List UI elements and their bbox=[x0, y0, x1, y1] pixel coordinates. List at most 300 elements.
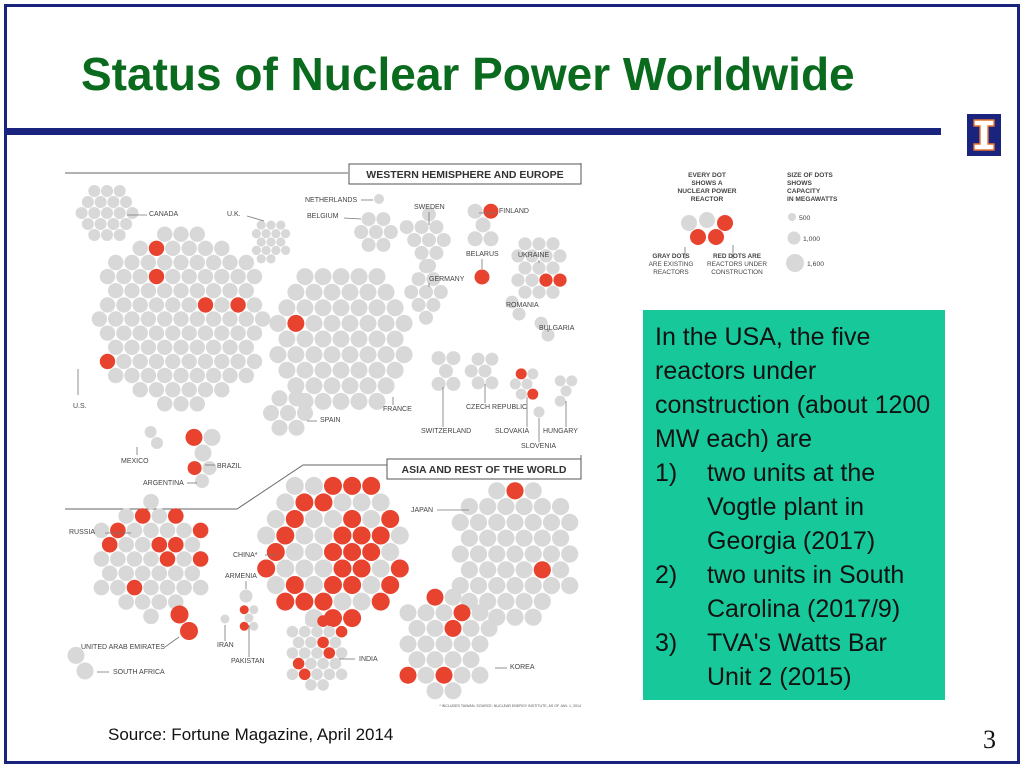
existing-reactor-dot bbox=[488, 482, 505, 499]
existing-reactor-dot bbox=[206, 311, 221, 326]
reactor-under-construction-dot bbox=[240, 605, 249, 614]
country-label-argentina: ARGENTINA bbox=[143, 480, 184, 487]
existing-reactor-dot bbox=[429, 246, 443, 260]
existing-reactor-dot bbox=[165, 269, 180, 284]
callout-item bbox=[655, 626, 937, 694]
callout-item bbox=[655, 456, 937, 558]
existing-reactor-dot bbox=[230, 269, 245, 284]
existing-reactor-dot bbox=[176, 551, 192, 567]
reactor-under-construction-dot bbox=[362, 477, 380, 495]
existing-reactor-dot bbox=[239, 311, 254, 326]
existing-reactor-dot bbox=[124, 255, 139, 270]
existing-reactor-dot bbox=[497, 530, 514, 547]
existing-reactor-dot bbox=[92, 311, 107, 326]
legend-gray-dot bbox=[699, 212, 715, 228]
country-label-pakistan: PAKISTAN bbox=[231, 658, 265, 665]
reactor-under-construction-dot bbox=[400, 667, 417, 684]
existing-reactor-dot bbox=[432, 351, 446, 365]
existing-reactor-dot bbox=[506, 609, 523, 626]
reactor-cluster-germany bbox=[404, 259, 448, 324]
existing-reactor-dot bbox=[173, 340, 188, 355]
country-label-armenia: ARMENIA bbox=[225, 573, 257, 580]
existing-reactor-dot bbox=[202, 461, 216, 475]
existing-reactor-dot bbox=[506, 545, 523, 562]
existing-reactor-dot bbox=[272, 390, 288, 406]
existing-reactor-dot bbox=[160, 523, 176, 539]
callout-item-number: 1) bbox=[655, 459, 678, 487]
country-label-uae: UNITED ARAB EMIRATES bbox=[81, 644, 165, 651]
existing-reactor-dot bbox=[221, 615, 230, 624]
existing-reactor-dot bbox=[293, 637, 305, 649]
existing-reactor-dot bbox=[206, 340, 221, 355]
existing-reactor-dot bbox=[369, 331, 386, 348]
country-label-japan: JAPAN bbox=[411, 507, 434, 514]
reactor-under-construction-dot bbox=[188, 461, 202, 475]
existing-reactor-dot bbox=[295, 560, 313, 578]
existing-reactor-dot bbox=[278, 299, 295, 316]
existing-reactor-dot bbox=[116, 354, 131, 369]
existing-reactor-dot bbox=[324, 510, 342, 528]
existing-reactor-dot bbox=[222, 283, 237, 298]
existing-reactor-dot bbox=[101, 185, 113, 197]
existing-reactor-dot bbox=[127, 523, 143, 539]
existing-reactor-dot bbox=[409, 651, 426, 668]
reactor-under-construction-dot bbox=[539, 274, 552, 287]
reactor-cluster-china bbox=[257, 477, 409, 627]
existing-reactor-dot bbox=[185, 566, 201, 582]
usa-construction-callout bbox=[643, 310, 945, 700]
existing-reactor-dot bbox=[415, 246, 429, 260]
reactor-under-construction-dot bbox=[343, 576, 361, 594]
existing-reactor-dot bbox=[305, 658, 317, 670]
map-footnote: * INCLUDES TAIWAN. SOURCE: NUCLEAR ENERGY INSTITUTE, AS OF JAN. 1, 2014 bbox=[439, 704, 581, 708]
existing-reactor-dot bbox=[245, 614, 254, 623]
existing-reactor-dot bbox=[239, 283, 254, 298]
reactor-cluster-france bbox=[269, 268, 412, 410]
existing-reactor-dot bbox=[168, 566, 184, 582]
existing-reactor-dot bbox=[552, 498, 569, 515]
reactor-under-construction-dot bbox=[343, 543, 361, 561]
existing-reactor-dot bbox=[286, 477, 304, 495]
existing-reactor-dot bbox=[445, 589, 462, 606]
reactor-under-construction-dot bbox=[381, 576, 399, 594]
existing-reactor-dot bbox=[157, 340, 172, 355]
existing-reactor-dot bbox=[436, 604, 453, 621]
existing-reactor-dot bbox=[427, 682, 444, 699]
existing-reactor-dot bbox=[88, 185, 100, 197]
existing-reactor-dot bbox=[479, 561, 496, 578]
existing-reactor-dot bbox=[149, 297, 164, 312]
label-leader-uk bbox=[247, 216, 264, 221]
country-label-mexico: MEXICO bbox=[121, 458, 149, 465]
reactor-cluster-uk bbox=[252, 221, 290, 264]
existing-reactor-dot bbox=[267, 510, 285, 528]
existing-reactor-dot bbox=[330, 658, 342, 670]
university-block-i-logo bbox=[967, 114, 1001, 156]
reactor-under-construction-dot bbox=[353, 527, 371, 545]
existing-reactor-dot bbox=[173, 283, 188, 298]
existing-reactor-dot bbox=[461, 498, 478, 515]
existing-reactor-dot bbox=[360, 346, 377, 363]
existing-reactor-dot bbox=[252, 229, 261, 238]
existing-reactor-dot bbox=[120, 196, 132, 208]
existing-reactor-dot bbox=[315, 362, 332, 379]
existing-reactor-dot bbox=[297, 268, 314, 285]
existing-reactor-dot bbox=[552, 530, 569, 547]
existing-reactor-dot bbox=[305, 637, 317, 649]
existing-reactor-dot bbox=[297, 299, 314, 316]
reactor-under-construction-dot bbox=[534, 561, 551, 578]
existing-reactor-dot bbox=[561, 545, 578, 562]
existing-reactor-dot bbox=[472, 376, 485, 389]
existing-reactor-dot bbox=[497, 498, 514, 515]
existing-reactor-dot bbox=[116, 269, 131, 284]
existing-reactor-dot bbox=[198, 382, 213, 397]
existing-reactor-dot bbox=[510, 379, 521, 390]
reactor-under-construction-dot bbox=[324, 543, 342, 561]
existing-reactor-dot bbox=[239, 340, 254, 355]
reactor-under-construction-dot bbox=[427, 589, 444, 606]
reactor-cluster-south_africa bbox=[68, 647, 94, 680]
existing-reactor-dot bbox=[247, 269, 262, 284]
existing-reactor-dot bbox=[157, 255, 172, 270]
existing-reactor-dot bbox=[190, 255, 205, 270]
reactor-under-construction-dot bbox=[110, 523, 126, 539]
existing-reactor-dot bbox=[525, 514, 542, 531]
existing-reactor-dot bbox=[497, 593, 514, 610]
country-label-germany: GERMANY bbox=[429, 276, 465, 283]
existing-reactor-dot bbox=[176, 523, 192, 539]
legend-gray-2: ARE EXISTING bbox=[648, 261, 694, 268]
existing-reactor-dot bbox=[165, 241, 180, 256]
country-label-belarus: BELARUS bbox=[466, 251, 499, 258]
existing-reactor-dot bbox=[88, 207, 100, 219]
existing-reactor-dot bbox=[360, 377, 377, 394]
existing-reactor-dot bbox=[472, 667, 489, 684]
existing-reactor-dot bbox=[400, 604, 417, 621]
existing-reactor-dot bbox=[120, 218, 132, 230]
existing-reactor-dot bbox=[432, 377, 446, 391]
existing-reactor-dot bbox=[272, 420, 288, 436]
reactor-cluster-belgium bbox=[354, 212, 398, 252]
existing-reactor-dot bbox=[472, 353, 485, 366]
existing-reactor-dot bbox=[518, 261, 531, 274]
existing-reactor-dot bbox=[479, 530, 496, 547]
existing-reactor-dot bbox=[287, 346, 304, 363]
reactor-under-construction-dot bbox=[287, 315, 304, 332]
existing-reactor-dot bbox=[94, 523, 110, 539]
existing-reactor-dot bbox=[566, 375, 577, 386]
existing-reactor-dot bbox=[317, 679, 329, 691]
existing-reactor-dot bbox=[118, 594, 134, 610]
reactor-under-construction-dot bbox=[454, 604, 471, 621]
existing-reactor-dot bbox=[135, 537, 151, 553]
existing-reactor-dot bbox=[141, 368, 156, 383]
existing-reactor-dot bbox=[276, 221, 285, 230]
existing-reactor-dot bbox=[278, 331, 295, 348]
existing-reactor-dot bbox=[472, 604, 489, 621]
existing-reactor-dot bbox=[190, 368, 205, 383]
reactor-under-construction-dot bbox=[193, 551, 209, 567]
country-label-russia: RUSSIA bbox=[69, 529, 96, 536]
existing-reactor-dot bbox=[157, 311, 172, 326]
existing-reactor-dot bbox=[306, 346, 323, 363]
reactor-cluster-russia bbox=[94, 494, 209, 624]
existing-reactor-dot bbox=[214, 269, 229, 284]
existing-reactor-dot bbox=[114, 185, 126, 197]
reactor-under-construction-dot bbox=[553, 274, 566, 287]
existing-reactor-dot bbox=[534, 407, 545, 418]
existing-reactor-dot bbox=[152, 594, 168, 610]
legend-gray-dot bbox=[681, 215, 697, 231]
legend-red-3: CONSTRUCTION bbox=[711, 269, 763, 276]
reactor-under-construction-dot bbox=[276, 527, 294, 545]
existing-reactor-dot bbox=[262, 229, 271, 238]
reactor-under-construction-dot bbox=[343, 477, 361, 495]
existing-reactor-dot bbox=[269, 315, 286, 332]
reactor-cluster-brazil bbox=[186, 429, 221, 462]
existing-reactor-dot bbox=[446, 377, 460, 391]
reactor-under-construction-dot bbox=[127, 580, 143, 596]
existing-reactor-dot bbox=[306, 315, 323, 332]
legend-every-dot-3: NUCLEAR POWER bbox=[677, 188, 737, 195]
existing-reactor-dot bbox=[324, 284, 341, 301]
existing-reactor-dot bbox=[336, 647, 348, 659]
existing-reactor-dot bbox=[118, 566, 134, 582]
existing-reactor-dot bbox=[252, 246, 261, 255]
existing-reactor-dot bbox=[182, 325, 197, 340]
existing-reactor-dot bbox=[546, 286, 559, 299]
existing-reactor-dot bbox=[418, 667, 435, 684]
reactor-cluster-slovakia bbox=[510, 368, 539, 399]
existing-reactor-dot bbox=[295, 527, 313, 545]
existing-reactor-dot bbox=[257, 221, 266, 230]
existing-reactor-dot bbox=[360, 315, 377, 332]
existing-reactor-dot bbox=[333, 268, 350, 285]
legend-size-1000: 1,000 bbox=[803, 236, 821, 243]
existing-reactor-dot bbox=[230, 325, 245, 340]
existing-reactor-dot bbox=[546, 261, 559, 274]
existing-reactor-dot bbox=[362, 212, 376, 226]
existing-reactor-dot bbox=[404, 285, 418, 299]
existing-reactor-dot bbox=[351, 299, 368, 316]
existing-reactor-dot bbox=[333, 299, 350, 316]
reactor-cluster-japan bbox=[452, 482, 579, 626]
existing-reactor-dot bbox=[214, 354, 229, 369]
reactor-cluster-mexico bbox=[145, 426, 163, 449]
existing-reactor-dot bbox=[257, 527, 275, 545]
existing-reactor-dot bbox=[400, 636, 417, 653]
existing-reactor-dot bbox=[387, 299, 404, 316]
existing-reactor-dot bbox=[378, 284, 395, 301]
existing-reactor-dot bbox=[222, 255, 237, 270]
country-label-us: U.S. bbox=[73, 403, 87, 410]
callout-item bbox=[655, 558, 937, 626]
legend-size-2: SHOWS bbox=[787, 180, 812, 187]
existing-reactor-dot bbox=[118, 508, 134, 524]
reactor-under-construction-dot bbox=[324, 576, 342, 594]
existing-reactor-dot bbox=[124, 368, 139, 383]
reactor-cluster-uae bbox=[171, 606, 199, 641]
reactor-cluster-canada bbox=[76, 185, 139, 241]
existing-reactor-dot bbox=[143, 494, 159, 510]
legend-red-dot bbox=[690, 229, 706, 245]
existing-reactor-dot bbox=[108, 340, 123, 355]
existing-reactor-dot bbox=[479, 498, 496, 515]
callout-item-number: 2) bbox=[655, 561, 678, 589]
existing-reactor-dot bbox=[333, 331, 350, 348]
existing-reactor-dot bbox=[143, 580, 159, 596]
existing-reactor-dot bbox=[247, 297, 262, 312]
existing-reactor-dot bbox=[222, 340, 237, 355]
existing-reactor-dot bbox=[190, 311, 205, 326]
existing-reactor-dot bbox=[387, 331, 404, 348]
existing-reactor-dot bbox=[214, 241, 229, 256]
existing-reactor-dot bbox=[513, 308, 526, 321]
existing-reactor-dot bbox=[434, 285, 448, 299]
existing-reactor-dot bbox=[95, 196, 107, 208]
existing-reactor-dot bbox=[108, 283, 123, 298]
country-label-uk: U.K. bbox=[227, 211, 241, 218]
existing-reactor-dot bbox=[418, 604, 435, 621]
reactor-cluster-ukraine bbox=[511, 237, 566, 299]
existing-reactor-dot bbox=[317, 658, 329, 670]
existing-reactor-dot bbox=[445, 682, 462, 699]
existing-reactor-dot bbox=[306, 284, 323, 301]
reactor-under-construction-dot bbox=[276, 593, 294, 611]
reactor-under-construction-dot bbox=[334, 527, 352, 545]
existing-reactor-dot bbox=[82, 218, 94, 230]
existing-reactor-dot bbox=[488, 577, 505, 594]
existing-reactor-dot bbox=[342, 346, 359, 363]
existing-reactor-dot bbox=[445, 651, 462, 668]
existing-reactor-dot bbox=[463, 651, 480, 668]
existing-reactor-dot bbox=[305, 510, 323, 528]
reactor-under-construction-dot bbox=[445, 620, 462, 637]
existing-reactor-dot bbox=[372, 560, 390, 578]
existing-reactor-dot bbox=[249, 622, 258, 631]
source-credit: Source: Fortune Magazine, April 2014 bbox=[108, 725, 394, 744]
existing-reactor-dot bbox=[133, 269, 148, 284]
existing-reactor-dot bbox=[182, 297, 197, 312]
reactor-under-construction-dot bbox=[343, 510, 361, 528]
reactor-under-construction-dot bbox=[102, 537, 118, 553]
existing-reactor-dot bbox=[315, 527, 333, 545]
existing-reactor-dot bbox=[315, 331, 332, 348]
reactor-under-construction-dot bbox=[171, 606, 189, 624]
existing-reactor-dot bbox=[118, 537, 134, 553]
existing-reactor-dot bbox=[143, 551, 159, 567]
existing-reactor-dot bbox=[195, 445, 212, 462]
legend-red-dot bbox=[717, 215, 733, 231]
existing-reactor-dot bbox=[532, 261, 545, 274]
country-label-china: CHINA* bbox=[233, 552, 258, 559]
reactor-under-construction-dot bbox=[186, 429, 203, 446]
existing-reactor-dot bbox=[173, 255, 188, 270]
reactor-under-construction-dot bbox=[317, 637, 329, 649]
page-number: 3 bbox=[983, 725, 996, 754]
existing-reactor-dot bbox=[488, 545, 505, 562]
existing-reactor-dot bbox=[133, 325, 148, 340]
reactor-under-construction-dot bbox=[135, 508, 151, 524]
existing-reactor-dot bbox=[151, 437, 163, 449]
existing-reactor-dot bbox=[534, 498, 551, 515]
country-label-switzerland: SWITZERLAND bbox=[421, 428, 472, 435]
existing-reactor-dot bbox=[206, 283, 221, 298]
reactor-under-construction-dot bbox=[324, 477, 342, 495]
callout-item-number: 3) bbox=[655, 629, 678, 657]
existing-reactor-dot bbox=[281, 229, 290, 238]
reactor-under-construction-dot bbox=[324, 647, 336, 659]
existing-reactor-dot bbox=[289, 420, 305, 436]
existing-reactor-dot bbox=[387, 362, 404, 379]
existing-reactor-dot bbox=[378, 315, 395, 332]
reactor-under-construction-dot bbox=[336, 626, 348, 638]
existing-reactor-dot bbox=[305, 615, 317, 627]
existing-reactor-dot bbox=[266, 221, 275, 230]
existing-reactor-dot bbox=[297, 362, 314, 379]
reactor-under-construction-dot bbox=[372, 527, 390, 545]
reactor-under-construction-dot bbox=[295, 493, 313, 511]
existing-reactor-dot bbox=[516, 389, 527, 400]
existing-reactor-dot bbox=[552, 561, 569, 578]
legend-red-dot bbox=[708, 229, 724, 245]
existing-reactor-dot bbox=[222, 311, 237, 326]
callout-item-text: two units at the Vogtle plant in Georgia (2017) bbox=[707, 459, 876, 555]
reactor-under-construction-dot bbox=[193, 523, 209, 539]
existing-reactor-dot bbox=[426, 298, 440, 312]
existing-reactor-dot bbox=[437, 233, 451, 247]
existing-reactor-dot bbox=[263, 405, 279, 421]
existing-reactor-dot bbox=[427, 620, 444, 637]
existing-reactor-dot bbox=[100, 269, 115, 284]
existing-reactor-dot bbox=[527, 368, 538, 379]
existing-reactor-dot bbox=[342, 315, 359, 332]
existing-reactor-dot bbox=[470, 577, 487, 594]
existing-reactor-dot bbox=[230, 354, 245, 369]
existing-reactor-dot bbox=[407, 233, 421, 247]
existing-reactor-dot bbox=[446, 351, 460, 365]
existing-reactor-dot bbox=[330, 637, 342, 649]
map-legend bbox=[641, 165, 847, 281]
existing-reactor-dot bbox=[141, 283, 156, 298]
existing-reactor-dot bbox=[262, 246, 271, 255]
existing-reactor-dot bbox=[561, 514, 578, 531]
reactor-under-construction-dot bbox=[299, 669, 311, 681]
existing-reactor-dot bbox=[324, 626, 336, 638]
existing-reactor-dot bbox=[110, 580, 126, 596]
reactor-cluster-netherlands bbox=[374, 194, 384, 204]
country-label-bulgaria: BULGARIA bbox=[539, 325, 575, 332]
existing-reactor-dot bbox=[396, 315, 413, 332]
existing-reactor-dot bbox=[157, 396, 172, 411]
reactor-under-construction-dot bbox=[168, 508, 184, 524]
reactor-under-construction-dot bbox=[149, 269, 164, 284]
existing-reactor-dot bbox=[255, 311, 270, 326]
existing-reactor-dot bbox=[362, 510, 380, 528]
existing-reactor-dot bbox=[287, 626, 299, 638]
existing-reactor-dot bbox=[206, 255, 221, 270]
reactor-under-construction-dot bbox=[257, 560, 275, 578]
reactor-under-construction-dot bbox=[527, 389, 538, 400]
existing-reactor-dot bbox=[141, 340, 156, 355]
existing-reactor-dot bbox=[472, 636, 489, 653]
country-label-france: FRANCE bbox=[383, 406, 412, 413]
legend-every-dot-2: SHOWS A bbox=[691, 180, 723, 187]
existing-reactor-dot bbox=[280, 405, 296, 421]
existing-reactor-dot bbox=[534, 593, 551, 610]
existing-reactor-dot bbox=[165, 382, 180, 397]
